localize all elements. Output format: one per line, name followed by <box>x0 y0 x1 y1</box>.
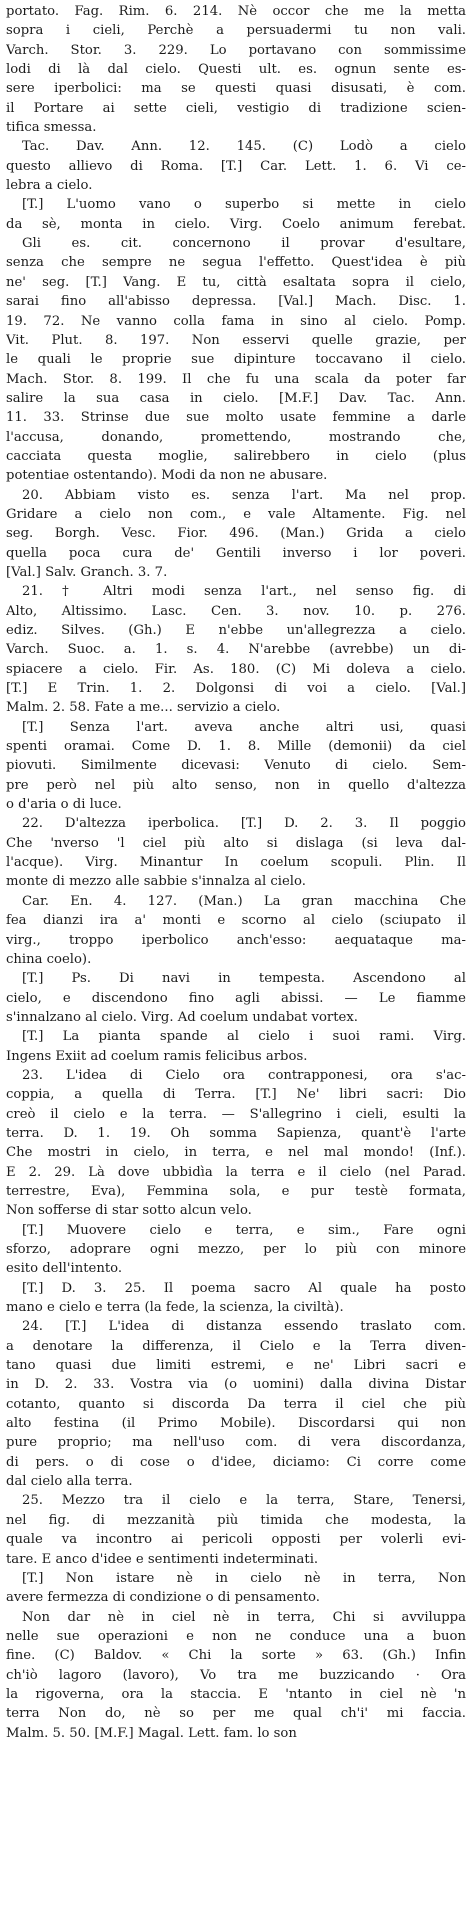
text-line: cacciata questa moglie, salirebbero in cielo (plus <box>6 448 466 464</box>
text-line: ediz. Silves. (Gh.) E n'ebbe un'allegrezza a cielo. <box>6 623 466 638</box>
text-line: Malm. 2. 58. Fate a me... servizio a cielo. <box>6 700 281 716</box>
text-line: Varch. Stor. 3. 229. Lo portavano con sommissime <box>6 42 466 58</box>
text-line: alto festina (il Primo Mobile). Discordarsi qui non <box>6 1416 466 1432</box>
text-line: pure proprio; ma nell'uso com. di vera discordanza, <box>6 1435 466 1451</box>
text-line: lebra a cielo. <box>6 178 93 194</box>
text-line: [Val.] Salv. Granch. 3. 7. <box>6 564 168 580</box>
text-line: Malm. 5. 50. [M.F.] Magal. Lett. fam. lo son <box>6 1725 297 1741</box>
text-line: avere fermezza di condizione o di pensamento. <box>6 1590 320 1606</box>
text-line: monte di mezzo alle sabbie s'innalza al cielo. <box>6 874 306 890</box>
text-line: piovuti. Similmente dicevasi: Venuto di cielo. Sem- <box>6 758 466 774</box>
text-line: [T.] Non istare nè in cielo nè in terra, Non <box>22 1570 466 1586</box>
text-line: dal cielo alla terra. <box>6 1474 133 1490</box>
text-line: [T.] Senza l'art. aveva anche altri usi, quasi <box>22 719 466 735</box>
text-line: a denotare la differenza, il Cielo e la Terra diven- <box>6 1338 466 1354</box>
text-line: quale va incontro ai pericoli opposti per volerli evi- <box>6 1532 466 1548</box>
text-line: virg., troppo iperbolico anch'esso: aequataque ma- <box>6 932 466 948</box>
text-line: l'accusa, donando, promettendo, mostrando che, <box>6 429 466 445</box>
text-line: sere iperbolici: ma se questi quasi disusati, è com. <box>6 81 466 97</box>
text-line: le quali le proprie sue dipinture toccavano il cielo. <box>6 352 466 368</box>
text-line: creò il cielo e la terra. — S'allegrino i cieli, esulti la <box>6 1106 466 1122</box>
text-line: Car. En. 4. 127. (Man.) La gran macchina Che <box>22 893 466 909</box>
text-line: tare. E anco d'idee e sentimenti indeterminati. <box>6 1551 319 1567</box>
text-line: tifica smessa. <box>6 120 97 136</box>
text-line: china coelo). <box>6 951 92 967</box>
text-line: 21. † Altri modi senza l'art., nel senso fig. di <box>22 584 466 600</box>
text-line: nel fig. di mezzanità più timida che modesta, la <box>6 1512 466 1528</box>
dictionary-page <box>6 2 466 1743</box>
text-line: tano quasi due limiti estremi, e ne' Libri sacri e <box>6 1358 466 1374</box>
text-line: 22. D'altezza iperbolica. [T.] D. 2. 3. Il poggio <box>22 816 466 832</box>
text-line: mano e cielo e terra (la fede, la scienza, la civiltà). <box>6 1300 344 1316</box>
text-line: 23. L'idea di Cielo ora contrapponesi, ora s'ac- <box>22 1067 466 1083</box>
text-line: pre però nel più alto senso, non in quello d'altezza <box>6 777 466 793</box>
text-line: Non sofferse di star sotto alcun velo. <box>6 1203 252 1219</box>
text-line: Non dar nè in ciel nè in terra, Chi si avviluppa <box>22 1609 466 1625</box>
text-line: portato. Fag. Rim. 6. 214. Nè occor che me la metta <box>6 4 466 19</box>
text-line: Ingens Exiit ad coelum ramis felicibus arbos. <box>6 1048 308 1064</box>
text-line: la rigoverna, ora la staccia. E 'ntanto in ciel nè 'n <box>6 1686 466 1702</box>
text-line: fea dianzi ira a' monti e scorno al cielo (sciupato il <box>6 913 466 929</box>
text-line: Gridare a cielo non com., e vale Altamente. Fig. nel <box>6 506 466 522</box>
text-line: lodi di là dal cielo. Questi ult. es. ognun sente es- <box>6 62 466 78</box>
text-line: o d'aria o di luce. <box>6 797 122 813</box>
text-line: [T.] La pianta spande al cielo i suoi rami. Virg. <box>22 1029 466 1045</box>
text-line: Alto, Altissimo. Lasc. Cen. 3. nov. 10. p. 276. <box>6 603 466 619</box>
text-line: terra Non do, nè so per me qual ch'i' mi faccia. <box>6 1706 466 1722</box>
text-line: 19. 72. Ne vanno colla fama in sino al cielo. Pomp. <box>6 313 466 329</box>
text-line: E 2. 29. Là dove ubbidìa la terra e il cielo (nel Parad. <box>6 1164 466 1180</box>
text-line: Varch. Suoc. a. 1. s. 4. N'arebbe (avrebbe) un di- <box>6 642 466 658</box>
text-line: sopra i cieli, Perchè a persuadermi tu non vali. <box>6 23 466 39</box>
text-line: Mach. Stor. 8. 199. Il che fu una scala da poter far <box>6 371 466 387</box>
text-line: quella poca cura de' Gentili inverso i lor poveri. <box>6 545 466 561</box>
text-line: 20. Abbiam visto es. senza l'art. Ma nel prop. <box>22 487 466 503</box>
text-line: da sè, monta in cielo. Virg. Coelo animum ferebat. <box>6 216 466 232</box>
text-line: nelle sue operazioni e non ne conduce una a buon <box>6 1628 466 1644</box>
text-line: ne' seg. [T.] Vang. E tu, città esaltata sopra il cielo, <box>6 274 466 290</box>
text-line: cielo, e discendono fino agli abissi. — Le fiamme <box>6 990 466 1006</box>
text-line: coppia, a quella di Terra. [T.] Ne' libri sacri: Dio <box>6 1087 466 1103</box>
text-line: l'acque). Virg. Minantur In coelum scopuli. Plin. Il <box>6 855 466 871</box>
text-line: Che 'nverso 'l ciel più alto si dislaga (si leva dal- <box>6 835 466 851</box>
text-line: ch'iò lagoro (lavoro), Vo tra me buzzicando · Ora <box>6 1667 466 1683</box>
text-line: spenti oramai. Come D. 1. 8. Mille (demonii) da ciel <box>6 739 466 755</box>
text-line: il Portare ai sette cieli, vestigio di tradizione scien- <box>6 100 466 116</box>
text-line: [T.] Muovere cielo e terra, e sim., Fare ogni <box>22 1222 466 1238</box>
text-line: 24. [T.] L'idea di distanza essendo traslato com. <box>22 1319 466 1335</box>
text-line: seg. Borgh. Vesc. Fior. 496. (Man.) Grida a cielo <box>6 526 466 542</box>
text-line: senza che sempre ne segua l'effetto. Quest'idea è più <box>6 255 466 271</box>
text-line: sforzo, adoprare ogni mezzo, per lo più con minore <box>6 1242 466 1257</box>
text-line: fine. (C) Baldov. « Chi la sorte » 63. (Gh.) Infin <box>6 1648 466 1664</box>
text-line: [T.] L'uomo vano o superbo si mette in cielo <box>22 197 466 213</box>
text-line: terrestre, Eva), Femmina sola, e pur testè formata, <box>6 1183 466 1199</box>
text-line: [T.] E Trin. 1. 2. Dolgonsi di voi a cielo. [Val.] <box>6 681 466 697</box>
text-line: cotanto, quanto si discorda Da terra il ciel che più <box>6 1396 466 1412</box>
text-line: Che mostri in cielo, in terra, e nel mal mondo! (Inf.). <box>6 1145 466 1161</box>
text-line: Tac. Dav. Ann. 12. 145. (C) Lodò a cielo <box>22 139 466 155</box>
text-line: potentiae ostentando). Modi da non ne abusare. <box>6 468 328 484</box>
text-line: 11. 33. Strinse due sue molto usate femmine a darle <box>6 410 466 426</box>
text-line: 25. Mezzo tra il cielo e la terra, Stare, Tenersi, <box>22 1493 466 1509</box>
text-line: salire la sua casa in cielo. [M.F.] Dav. Tac. Ann. <box>6 390 466 406</box>
text-line: in D. 2. 33. Vostra via (o uomini) dalla divina Distar <box>6 1377 466 1393</box>
text-line: Gli es. cit. concernono il provar d'esultare, <box>22 236 466 252</box>
text-line: [T.] Ps. Di navi in tempesta. Ascendono al <box>22 971 466 987</box>
text-line: s'innalzano al cielo. Virg. Ad coelum undabat vortex. <box>6 1009 358 1025</box>
text-line: sarai fino all'abisso depressa. [Val.] Mach. Disc. 1. <box>6 294 466 310</box>
text-line: [T.] D. 3. 25. Il poema sacro Al quale ha posto <box>22 1280 466 1296</box>
text-line: di pers. o di cose o d'idee, diciamo: Ci corre come <box>6 1454 466 1470</box>
text-line: esito dell'intento. <box>6 1261 123 1277</box>
text-line: spiacere a cielo. Fir. As. 180. (C) Mi doleva a cielo. <box>6 661 466 677</box>
text-line: terra. D. 1. 19. Oh somma Sapienza, quant'è l'arte <box>6 1125 466 1141</box>
text-line: questo allievo di Roma. [T.] Car. Lett. 1. 6. Vi ce- <box>6 158 466 174</box>
text-line: Vit. Plut. 8. 197. Non esservi quelle grazie, per <box>6 332 466 348</box>
